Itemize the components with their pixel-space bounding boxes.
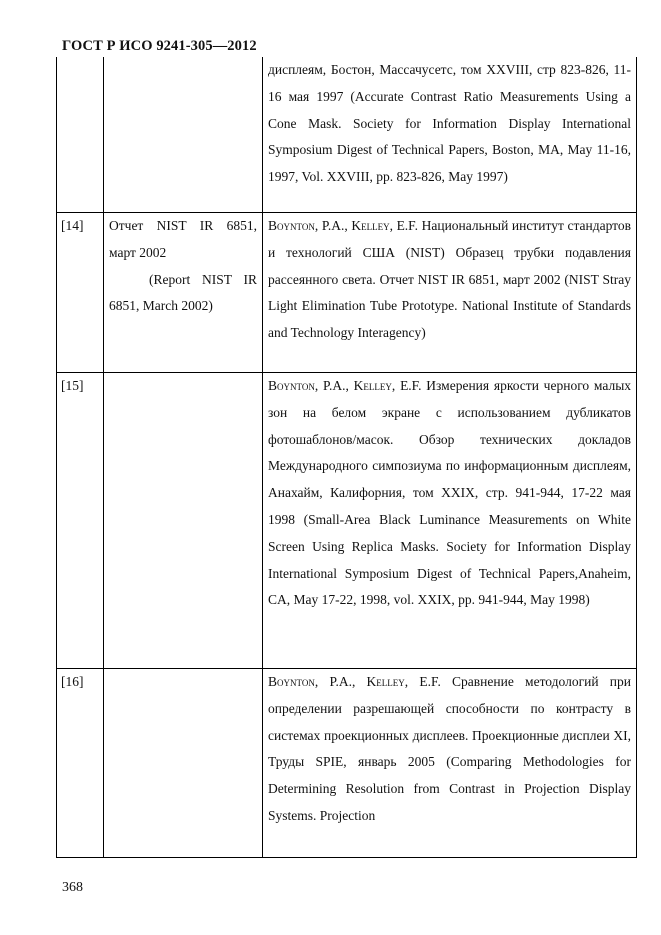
author-initials: E.F. (419, 674, 441, 689)
author-initials: P.A., (329, 674, 367, 689)
author-surname: Boynton (268, 218, 315, 233)
author-initials: E.F. (400, 378, 422, 393)
author-initials: P.A., (323, 378, 354, 393)
page-header-title: ГОСТ Р ИСО 9241-305—2012 (62, 38, 257, 54)
author-surname: Kelley (351, 218, 390, 233)
ref-bibliography: Boynton, P.A., Kelley, E.F. Измерения яркости черного малых зон на белом экране с использованием дубликатов фотошаблонов/масок. Обзор технических докладов Международного симпозиума по информационным дисплеям, Анахайм, Калифорния, том XXIX, стр. 941-944, 17-22 мая 1998 (Small-Area Black Luminance Measurements on White Screen Using Replica Masks. Society for Information Display International Symposium Digest of Technical Papers,Anaheim, CA, May 17-22, 1998, vol. XXIX, pp. 941-944, May 1998) (263, 373, 637, 669)
references-table (56, 57, 637, 858)
bib-text: Сравнение методологий при определении разрешающей способности по контрасту в системах проекционных дисплеев. Проекционные дисплеи XI, Труды SPIE, январь 2005 (Comparing Methodologies for Determining Resolution from Contrast in Projection Display Systems. Projection (268, 674, 631, 823)
table-row (57, 373, 637, 669)
ref-document (104, 213, 263, 373)
table-row (57, 57, 637, 213)
ref-bibliography (263, 57, 637, 213)
table-row (57, 213, 637, 373)
author-surname: Boynton (268, 674, 315, 689)
author-surname: Kelley (366, 674, 405, 689)
ref-number: [14] (57, 213, 104, 373)
doc-title-alt: (Report NIST IR 6851, March 2002) (109, 271, 257, 314)
ref-document (104, 373, 263, 669)
author-surname: Boynton (268, 378, 315, 393)
ref-document (104, 669, 263, 858)
ref-bibliography: Boynton, P.A., Kelley, E.F. Национальный институт стандартов и технологий США (NIST) Образец трубки подавления рассеянного света. Отчет NIST IR 6851, март 2002 (NIST Stray Light Elimination Tube Prototype. National Institute of Standards and Technology Interagency) (263, 213, 637, 373)
doc-title: Отчет NIST IR 6851, март 2002 (109, 218, 257, 260)
table-row (57, 669, 637, 858)
author-surname: Kelley (353, 378, 392, 393)
bib-text: дисплеям, Бостон, Массачусетс, том XXVIII, стр 823-826, 11-16 мая 1997 (Accurate Contrast Ratio Measurements Using a Cone Mask. Society for Information Display International Symposium Digest of Technical Papers, Boston, MA, May 11-16, 1997, Vol. XXVIII, pp. 823-826, May 1997) (268, 62, 631, 185)
ref-number (57, 57, 104, 213)
page-number: 368 (62, 880, 83, 895)
bib-text: Национальный институт стандартов и технологий США (NIST) Образец трубки подавления рассеянного света. Отчет NIST IR 6851, март 2002 (NIST Stray Light Elimination Tube Prototype. National Institute of Standards and Technology Interagency) (268, 218, 631, 341)
author-initials: E.F. (396, 218, 418, 233)
ref-document (104, 57, 263, 213)
ref-bibliography: Boynton, P.A., Kelley, E.F. Сравнение методологий при определении разрешающей способности по контрасту в системах проекционных дисплеев. Проекционные дисплеи XI, Труды SPIE, январь 2005 (Comparing Methodologies for Determining Resolution from Contrast in Projection Display Systems. Projection (263, 669, 637, 858)
ref-number: [15] (57, 373, 104, 669)
ref-number: [16] (57, 669, 104, 858)
author-initials: P.A., (321, 218, 352, 233)
bib-text: Измерения яркости черного малых зон на белом экране с использованием дубликатов фотошаблонов/масок. Обзор технических докладов Международного симпозиума по информационным дисплеям, Анахайм, Калифорния, том XXIX, стр. 941-944, 17-22 мая 1998 (Small-Area Black Luminance Measurements on White Screen Using Replica Masks. Society for Information Display International Symposium Digest of Technical Papers,Anaheim, CA, May 17-22, 1998, vol. XXIX, pp. 941-944, May 1998) (268, 378, 632, 608)
